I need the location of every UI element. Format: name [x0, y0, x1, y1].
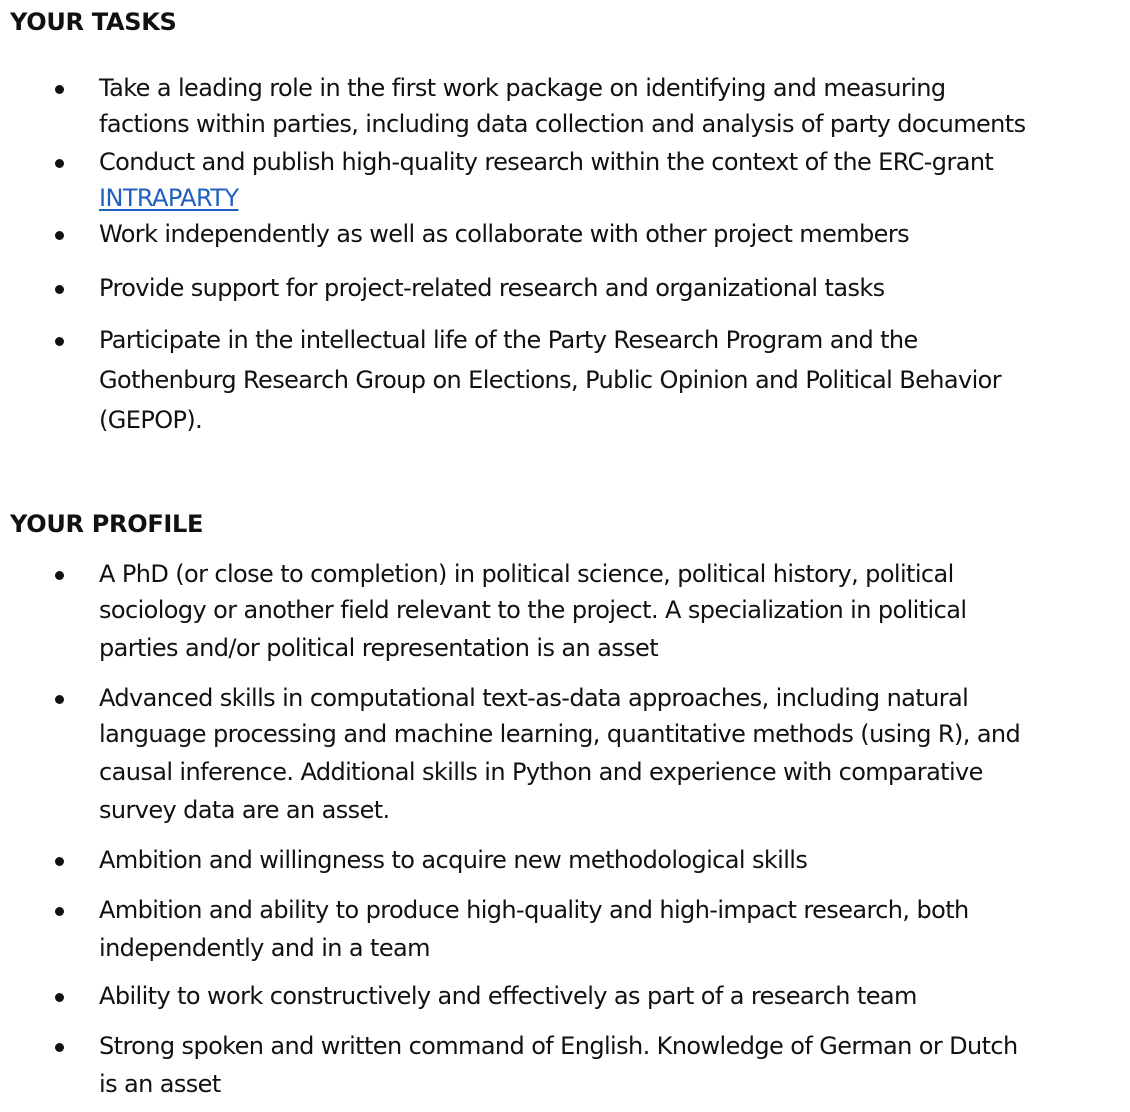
item-text-line: Conduct and publish high-quality research within the context of the ERC-grant — [99, 148, 994, 176]
bullet-icon — [55, 907, 64, 916]
bullet-icon — [55, 993, 64, 1002]
item-text-line: factions within parties, including data collection and analysis of party documents — [99, 110, 1026, 138]
tasks-heading: YOUR TASKS — [10, 8, 177, 36]
bullet-icon — [55, 231, 64, 240]
item-text-line: Provide support for project-related research and organizational tasks — [99, 274, 885, 302]
bullet-icon — [55, 857, 64, 866]
item-text-line: survey data are an asset. — [99, 796, 390, 824]
item-text-line: causal inference. Additional skills in Python and experience with comparative — [99, 758, 983, 786]
item-text-line: parties and/or political representation is an asset — [99, 634, 659, 662]
item-text-line: language processing and machine learning, quantitative methods (using R), and — [99, 720, 1021, 748]
intraparty-link[interactable]: INTRAPARTY — [99, 184, 239, 212]
item-text-line: Participate in the intellectual life of the Party Research Program and the — [99, 326, 918, 354]
bullet-icon — [55, 337, 64, 346]
bullet-icon — [55, 695, 64, 704]
item-text-line: Ability to work constructively and effectively as part of a research team — [99, 982, 917, 1010]
bullet-icon — [55, 571, 64, 580]
item-text-line: Gothenburg Research Group on Elections, Public Opinion and Political Behavior — [99, 366, 1002, 394]
item-text-line: Strong spoken and written command of English. Knowledge of German or Dutch — [99, 1032, 1018, 1060]
item-text-line: Work independently as well as collaborate with other project members — [99, 220, 910, 248]
bullet-icon — [55, 1043, 64, 1052]
item-text-line: independently and in a team — [99, 934, 430, 962]
item-text-line: Advanced skills in computational text-as-data approaches, including natural — [99, 684, 969, 712]
bullet-icon — [55, 85, 64, 94]
bullet-icon — [55, 285, 64, 294]
item-text-line: is an asset — [99, 1070, 221, 1098]
profile-heading: YOUR PROFILE — [10, 510, 204, 538]
item-text-line: Ambition and willingness to acquire new methodological skills — [99, 846, 808, 874]
item-text-line: Ambition and ability to produce high-quality and high-impact research, both — [99, 896, 969, 924]
bullet-icon — [55, 159, 64, 168]
item-text-line: Take a leading role in the first work package on identifying and measuring — [99, 74, 946, 102]
item-text-line: (GEPOP). — [99, 406, 203, 434]
item-text-line: sociology or another field relevant to the project. A specialization in political — [99, 596, 967, 624]
item-text-line: A PhD (or close to completion) in political science, political history, political — [99, 560, 954, 588]
